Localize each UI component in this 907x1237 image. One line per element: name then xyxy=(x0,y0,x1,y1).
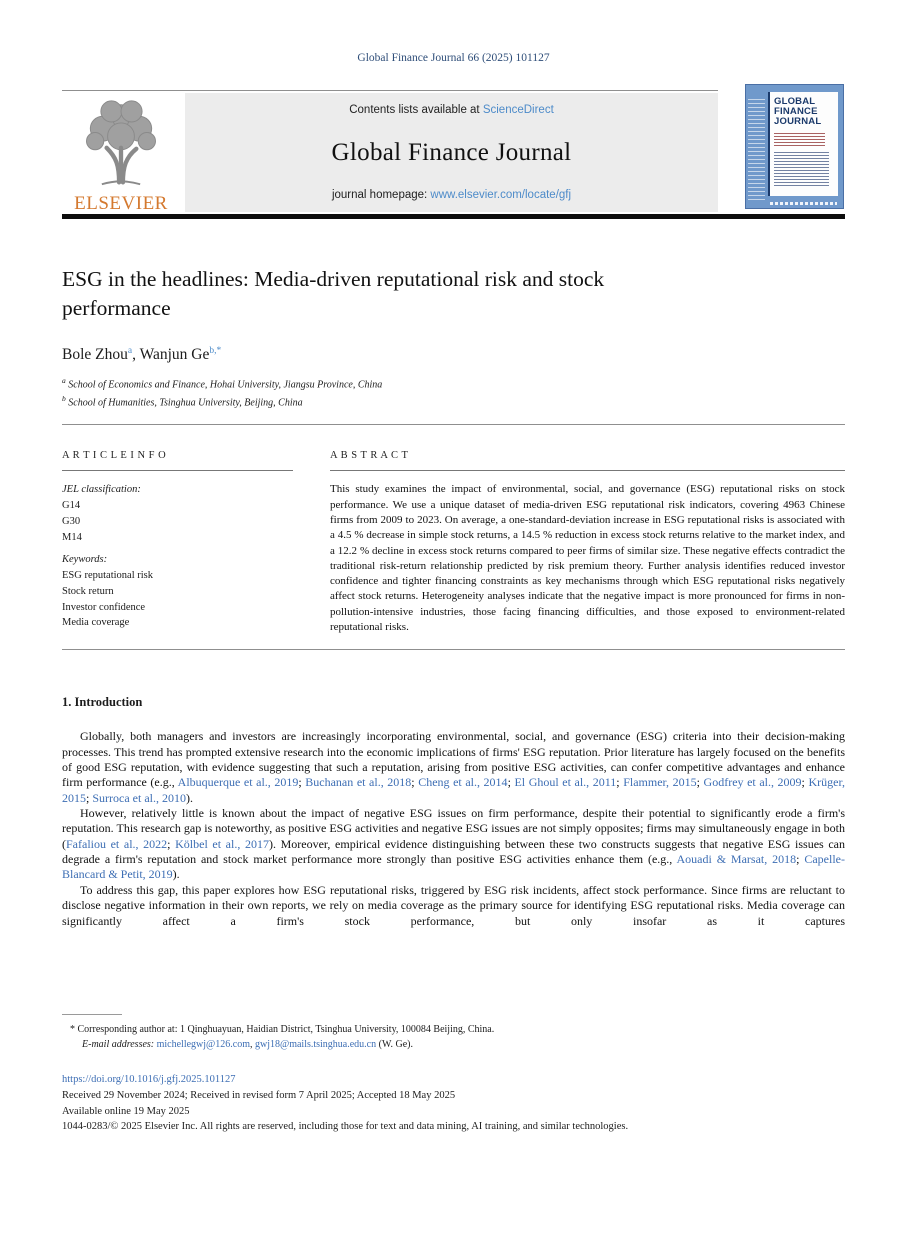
author-2-affiliation-sup[interactable]: b,* xyxy=(209,345,222,356)
keyword: Investor confidence xyxy=(62,601,146,613)
text-segment: E-mail addresses: xyxy=(82,1039,157,1050)
received-line: Received 29 November 2024; Received in revised form 7 April 2025; Accepted 18 May 2025 xyxy=(62,1089,456,1101)
inline-link[interactable]: Godfrey et al., 2009 xyxy=(703,775,802,790)
affiliation-a-text: School of Economics and Finance, Hohai University, Jiangsu Province, China xyxy=(65,379,383,391)
affiliation-a xyxy=(62,375,845,393)
article-info-heading: A R T I C L E I N F O xyxy=(62,450,293,471)
inline-link[interactable]: Buchanan et al., 2018 xyxy=(305,775,412,790)
inline-link[interactable]: Aouadi & Marsat, 2018 xyxy=(676,852,797,867)
cover-subtitle-lines xyxy=(774,133,825,147)
text-segment: ). Moreover, empirical evidence distinguishing between these two constructs suggests that negative ESG issues can degrade a firm's reputation and stock market performance more strongly than positive ESG activities enhance them (e.g., xyxy=(62,836,845,867)
cover-side-text-strip xyxy=(748,99,765,202)
text-segment: , xyxy=(249,1039,255,1050)
homepage-line xyxy=(332,189,571,201)
author-separator: , xyxy=(132,345,140,363)
inline-link[interactable]: Flammer, 2015 xyxy=(623,775,697,790)
keyword: Stock return xyxy=(62,585,114,597)
text-segment: ; xyxy=(167,836,176,851)
inline-link[interactable]: Krüger, 2015 xyxy=(62,775,845,805)
article-footer xyxy=(62,1072,845,1135)
affiliation-b-text: School of Humanities, Tsinghua University, Beijing, China xyxy=(65,396,303,408)
cover-article-list-lines xyxy=(774,152,829,186)
info-abstract-block xyxy=(62,425,845,635)
footnotes-block xyxy=(62,1014,845,1052)
article-title: ESG in the headlines: Media-driven reputational risk and stock performance xyxy=(62,267,605,320)
author-1-affiliation-sup[interactable]: a xyxy=(127,345,133,356)
journal-title: Global Finance Journal xyxy=(331,138,572,166)
text-segment: ; xyxy=(507,775,515,790)
inline-link[interactable]: Capelle-Blancard & Petit, 2019 xyxy=(62,852,845,882)
text-segment: ). xyxy=(172,867,180,882)
text-segment: ; xyxy=(796,852,805,867)
homepage-line-prefix: journal homepage: xyxy=(331,189,431,201)
abstract-bottom-rule xyxy=(62,649,845,650)
cover-title-word: JOURNAL xyxy=(774,115,822,127)
jel-code: G14 xyxy=(62,500,81,512)
author-1-name[interactable]: Bole Zhou xyxy=(62,345,128,363)
jel-code: G30 xyxy=(62,515,81,527)
affiliations xyxy=(62,375,845,411)
corresponding-author-note: * Corresponding author at: 1 Qinghuayuan, Haidian District, Tsinghua University, 100084 Beijing, China. xyxy=(70,1024,495,1035)
masthead-top-rule xyxy=(62,90,718,91)
intro-paragraph-3 xyxy=(62,883,845,929)
cover-bottom-text xyxy=(770,202,837,205)
affiliation-b xyxy=(62,393,845,411)
affiliation-a-sup: a xyxy=(62,375,66,385)
intro-paragraph-1 xyxy=(62,729,845,806)
inline-link[interactable]: El Ghoul et al., 2011 xyxy=(514,775,617,790)
elsevier-logo xyxy=(62,98,180,215)
elsevier-wordmark: ELSEVIER xyxy=(74,193,168,214)
cover-title-word: GLOBAL xyxy=(774,96,816,107)
text-segment: ; xyxy=(696,775,704,790)
contents-line-prefix: Contents lists available at xyxy=(349,104,483,116)
header-citation: Global Finance Journal 66 (2025) 101127 xyxy=(357,52,550,64)
cover-title-word: FINANCE xyxy=(774,105,818,117)
copyright-line: 1044-0283/© 2025 Elsevier Inc. All rights are reserved, including those for text and data mining, AI training, and similar technologies. xyxy=(62,1121,629,1133)
text-segment: However, relatively little is known about the impact of negative ESG issues on firm performance, despite their potential to significantly erode a firm's reputation. This research gap is noteworthy, as positive ESG activities and negative ESG issues are not simply opposites; firms may simultaneously engage in both ( xyxy=(62,806,845,851)
contents-line xyxy=(349,104,554,116)
journal-cover-thumbnail[interactable] xyxy=(745,84,844,209)
footnote-rule xyxy=(62,1014,122,1015)
jel-classification-label: JEL classification: xyxy=(62,484,141,496)
masthead xyxy=(62,90,845,214)
available-online-line: Available online 19 May 2025 xyxy=(62,1105,190,1117)
introduction-heading: 1. Introduction xyxy=(62,695,143,710)
doi-link[interactable]: https://doi.org/10.1016/j.gfj.2025.101127 xyxy=(62,1074,236,1085)
abstract-text: This study examines the impact of environmental, social, and governance (ESG) reputational risks on stock performance. We use a unique dataset of media-driven ESG reputational risk indicators, covering 4963 Chinese firms from 2009 to 2023. On average, a one-standard-deviation increase in ESG reputational risks is associated with a 4.5 % decrease in simple stock returns, a 14.5 % reduction in excess stock returns relative to the market index, and a 12.2 % decline in excess stock returns compared to peer firms of similar size. These negative effects contradict the traditional risk-return relationship predicted by risk premium theory. Further analysis identifies reduced investor confidence and tighter financing constraints as key mechanisms through which ESG reputational risks negatively affect stock returns. Heterogeneity analyses indicate that the negative impact is more pronounced for firms in non-pollution-intensive industries, those facing financing difficulties, and those exposed to environment-related reputational risks. xyxy=(330,483,845,633)
jel-code: M14 xyxy=(62,531,82,543)
text-segment: Globally, both managers and investors are increasingly incorporating environmental, social, and governance (ESG) criteria into their decision-making processes. This trend has prompted extensive research into the economic implications of firms' ESG reputation. Prior literature has largely focused on the benefits of good ESG reputation, with evidence suggesting that such a reputation, arising from positive ESG activities, can confer competitive advantages and enhance firm performance (e.g., xyxy=(62,729,845,790)
intro-paragraph-2 xyxy=(62,806,845,883)
affiliation-b-sup: b xyxy=(62,393,66,403)
author-2-name[interactable]: Wanjun Ge xyxy=(139,345,210,363)
text-segment: ; xyxy=(411,775,419,790)
inline-link[interactable]: Kölbel et al., 2017 xyxy=(175,836,269,851)
keyword: ESG reputational risk xyxy=(62,570,153,582)
email-addresses-line xyxy=(82,1037,845,1052)
text-segment: To address this gap, this paper explores how ESG reputational risks, triggered by ESG risk incidents, affect stock performance. Since firms are reluctant to disclose negative information in their own reports, we rely on media coverage as the primary source for identifying ESG reputational risks. Media coverage can significantly affect a firm's stock performance, but only insofar as it captures xyxy=(62,882,845,928)
text-segment: (W. Ge). xyxy=(376,1039,413,1050)
inline-link[interactable]: Albuquerque et al., 2019 xyxy=(177,775,299,790)
inline-link[interactable]: gwj18@mails.tsinghua.edu.cn xyxy=(254,1039,377,1050)
keywords-label: Keywords: xyxy=(62,554,108,566)
elsevier-tree-icon xyxy=(73,177,169,194)
text-segment: ; xyxy=(616,775,624,790)
authors-line xyxy=(62,346,845,364)
introduction-body xyxy=(62,729,845,929)
cover-inner-panel xyxy=(768,92,838,196)
text-segment: ; xyxy=(86,790,93,805)
abstract-heading: A B S T R A C T xyxy=(330,450,845,471)
homepage-link[interactable]: www.elsevier.com/locate/gfj xyxy=(430,189,572,201)
abstract-section xyxy=(330,450,845,635)
inline-link[interactable]: Cheng et al., 2014 xyxy=(418,775,508,790)
masthead-grey-box xyxy=(185,93,718,212)
text-segment: ). xyxy=(185,790,193,805)
inline-link[interactable]: Fafaliou et al., 2022 xyxy=(66,836,168,851)
inline-link[interactable]: michellegwj@126.com xyxy=(156,1039,250,1050)
sciencedirect-link[interactable]: ScienceDirect xyxy=(482,104,554,116)
keyword: Media coverage xyxy=(62,617,130,629)
text-segment: ; xyxy=(298,775,306,790)
article-info-section xyxy=(62,450,293,635)
inline-link[interactable]: Surroca et al., 2010 xyxy=(92,790,186,805)
text-segment: ; xyxy=(801,775,809,790)
